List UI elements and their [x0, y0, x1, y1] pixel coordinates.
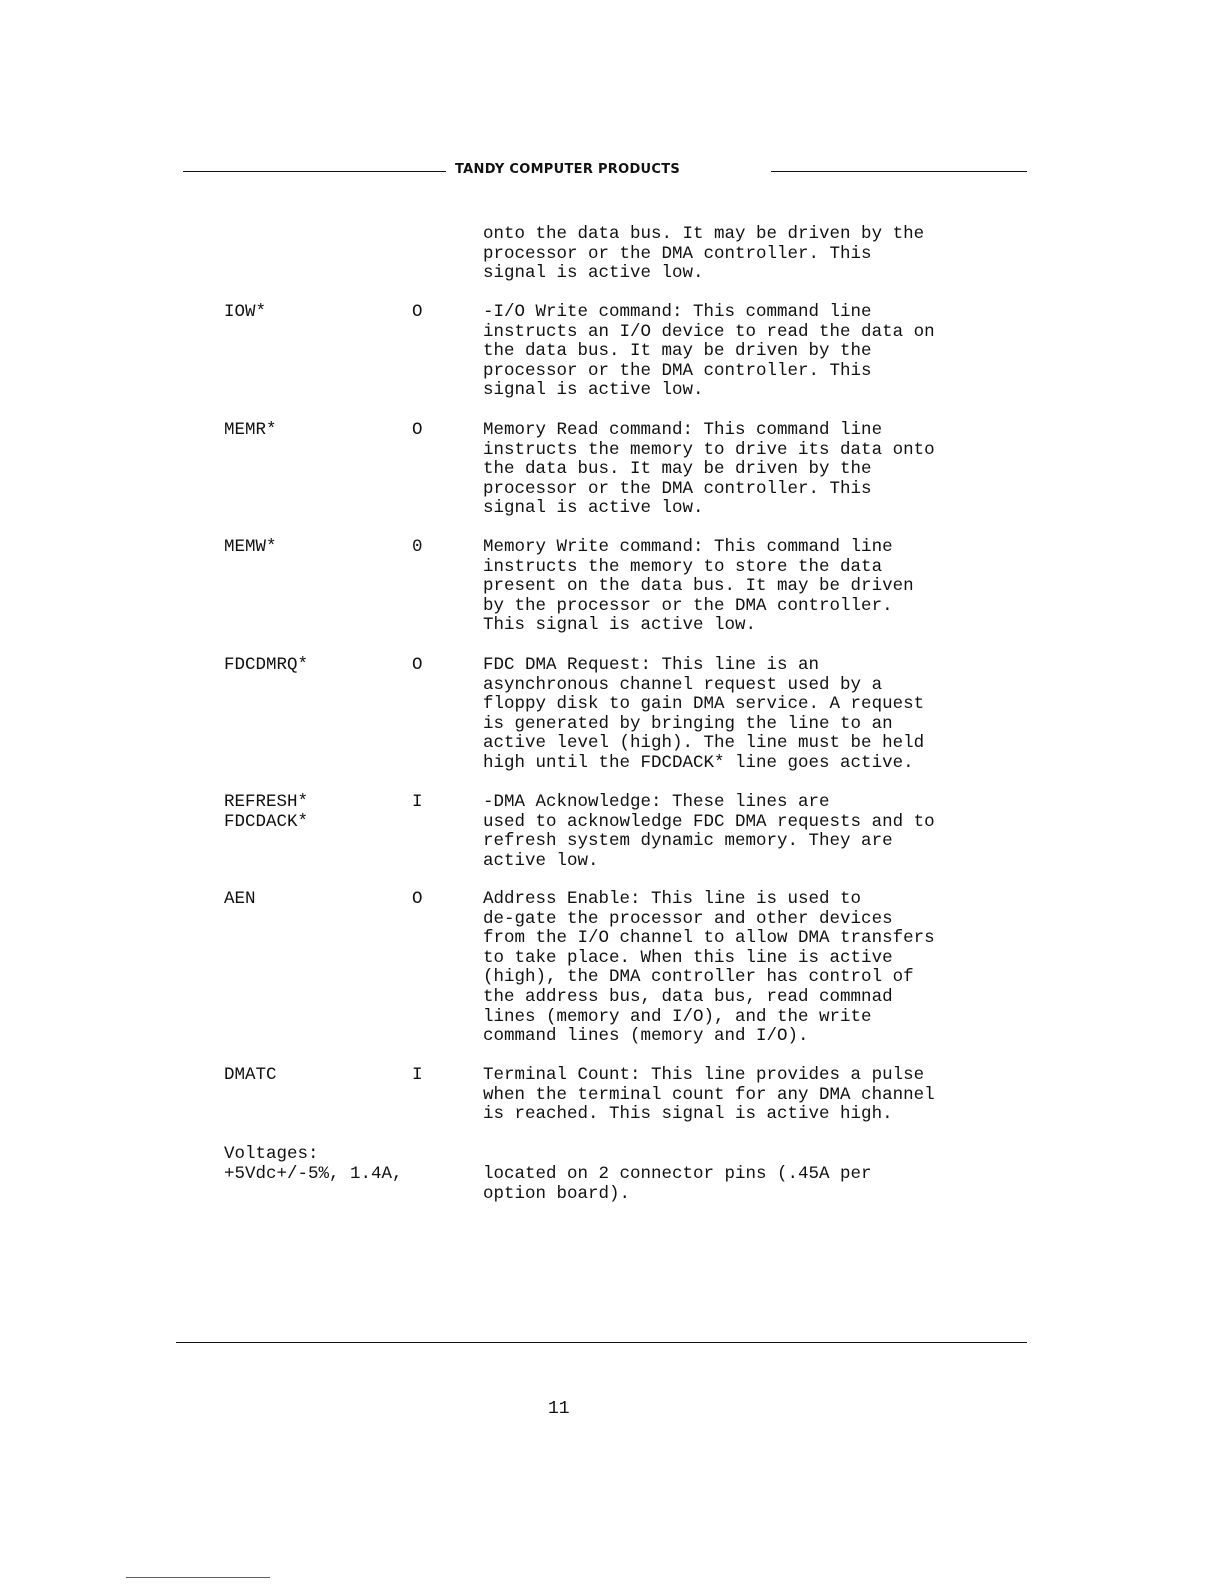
- signal-direction: O: [412, 655, 423, 675]
- voltages-label: Voltages:: [224, 1144, 319, 1164]
- signal-direction: O: [412, 302, 423, 322]
- voltages-description: located on 2 connector pins (.45A per option board).: [483, 1164, 872, 1204]
- signal-name: DMATC: [224, 1065, 277, 1085]
- signal-description: -DMA Acknowledge: These lines are used to acknowledge FDC DMA requests and to refresh system dynamic memory. They are active low.: [483, 792, 935, 871]
- signal-direction: I: [412, 1065, 423, 1085]
- footer-rule: [176, 1342, 1027, 1343]
- signal-direction: O: [412, 420, 423, 440]
- header-rule-right: [771, 171, 1027, 172]
- signal-description: -I/O Write command: This command line instructs an I/O device to read the data on the data bus. It may be driven by the processor or the DMA controller. This signal is active low.: [483, 302, 935, 401]
- signal-name: FDCDMRQ*: [224, 655, 309, 675]
- signal-name: MEMW*: [224, 537, 277, 557]
- continuation-text: onto the data bus. It may be driven by the processor or the DMA controller. This signal is active low.: [483, 224, 925, 284]
- voltages-spec: +5Vdc+/-5%, 1.4A,: [224, 1164, 403, 1184]
- running-header: TANDY COMPUTER PRODUCTS: [455, 162, 681, 177]
- signal-description: Terminal Count: This line provides a pulse when the terminal count for any DMA channel is reached. This signal is active high.: [483, 1065, 935, 1125]
- signal-name: REFRESH* FDCDACK*: [224, 792, 309, 832]
- signal-name: MEMR*: [224, 420, 277, 440]
- signal-description: Memory Write command: This command line instructs the memory to store the data present on the data bus. It may be driven by the processor or the DMA controller. This signal is active low.: [483, 537, 914, 636]
- signal-description: Memory Read command: This command line instructs the memory to drive its data onto the data bus. It may be driven by the processor or the DMA controller. This signal is active low.: [483, 420, 935, 519]
- signal-description: Address Enable: This line is used to de-gate the processor and other devices from the I/O channel to allow DMA transfers to take place. When this line is active (high), the DMA controller has control of the address bus, data bus, read commnad lines (memory and I/O), and the write command lines (memory and I/O).: [483, 889, 935, 1047]
- signal-description: FDC DMA Request: This line is an asynchronous channel request used by a floppy disk to gain DMA service. A request is generated by bringing the line to an active level (high). The line must be held high until the FDCDACK* line goes active.: [483, 655, 925, 773]
- header-rule-left: [183, 171, 446, 172]
- signal-name: IOW*: [224, 302, 267, 322]
- signal-direction: O: [412, 889, 423, 909]
- scan-edge-mark: [126, 1577, 270, 1578]
- signal-direction: 0: [412, 537, 423, 557]
- signal-direction: I: [412, 792, 423, 812]
- signal-name: AEN: [224, 889, 256, 909]
- page-number: 11: [548, 1399, 570, 1419]
